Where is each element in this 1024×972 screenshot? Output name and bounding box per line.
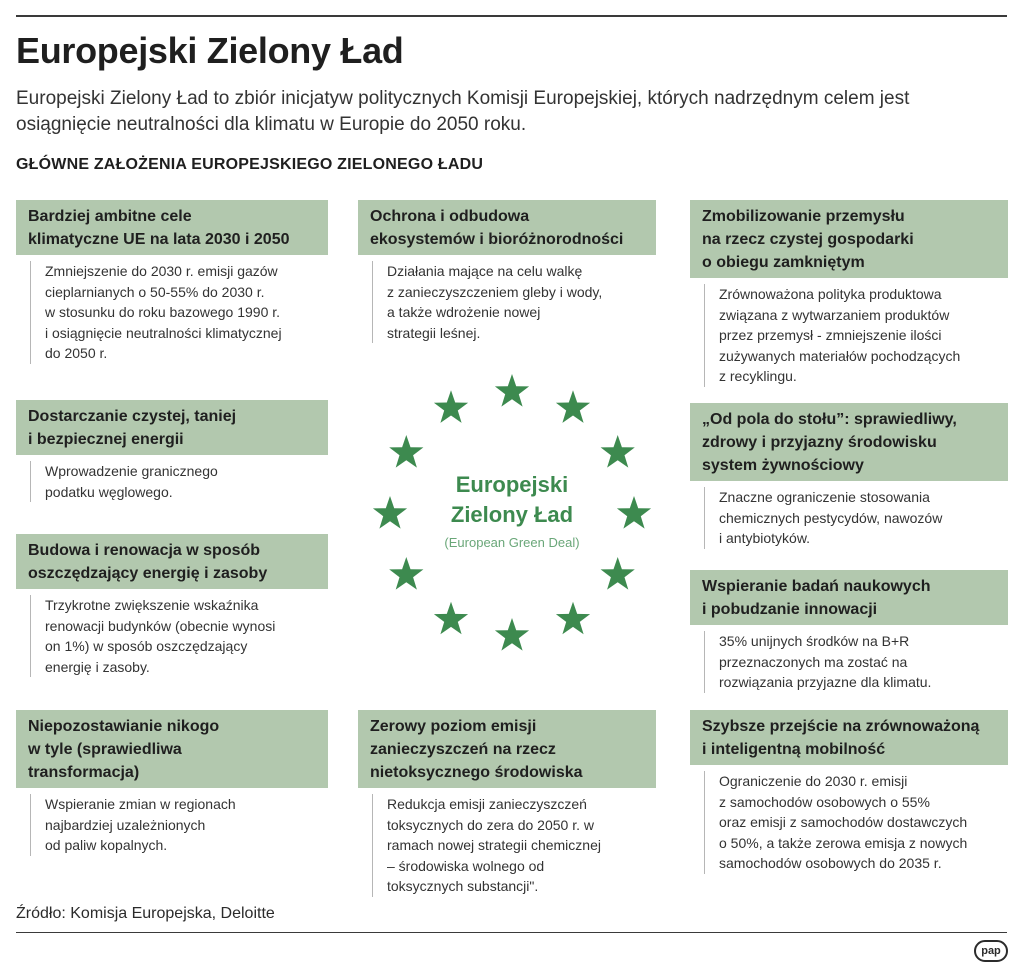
star-icon	[495, 374, 529, 407]
card-just-transition	[16, 710, 328, 856]
card-smart-mobility	[690, 710, 1008, 874]
card-body: Działania mające na celu walkę z zanieczyszczeniem gleby i wody, a także wdrożenie nowej strategii leśnej.	[372, 261, 656, 343]
card-research-innovation	[690, 570, 1008, 693]
card-body: Wprowadzenie granicznego podatku węglowego.	[30, 461, 328, 502]
card-heading: Zerowy poziom emisji zanieczyszczeń na rzecz nietoksycznego środowiska	[358, 710, 656, 788]
card-heading: Zmobilizowanie przemysłu na rzecz czystej gospodarki o obiegu zamkniętym	[690, 200, 1008, 278]
card-heading: Ochrona i odbudowa ekosystemów i bioróżnorodności	[358, 200, 656, 255]
card-body: Trzykrotne zwiększenie wskaźnika renowacji budynków (obecnie wynosi on 1%) w sposób oszczędzający energię i zasoby.	[30, 595, 328, 677]
star-icon	[617, 496, 651, 529]
card-heading: Wspieranie badań naukowych i pobudzanie innowacji	[690, 570, 1008, 625]
star-icon	[495, 618, 529, 651]
card-body: Redukcja emisji zanieczyszczeń toksycznych do zera do 2050 r. w ramach nowej strategii chemicznej – środowiska wolnego od toksycznych substancji".	[372, 794, 656, 897]
card-heading: Dostarczanie czystej, taniej i bezpiecznej energii	[16, 400, 328, 455]
source-note: Źródło: Komisja Europejska, Deloitte	[16, 905, 275, 922]
star-icon	[373, 496, 407, 529]
star-icon	[389, 557, 423, 590]
card-climate-goals	[16, 200, 328, 364]
star-icon	[601, 557, 635, 590]
center-subtitle: (European Green Deal)	[444, 535, 580, 550]
card-circular-economy	[690, 200, 1008, 387]
card-heading: Niepozostawianie nikogo w tyle (sprawiedliwa transformacja)	[16, 710, 328, 788]
star-icon	[556, 602, 590, 635]
card-heading: „Od pola do stołu”: sprawiedliwy, zdrowy i przyjazny środowisku system żywnościowy	[690, 403, 1008, 481]
star-icon	[601, 435, 635, 468]
card-body: Znaczne ograniczenie stosowania chemicznych pestycydów, nawozów i antybiotyków.	[704, 487, 1008, 549]
section-title: GŁÓWNE ZAŁOŻENIA EUROPEJSKIEGO ZIELONEGO ŁADU	[16, 156, 484, 173]
card-heading: Szybsze przejście na zrównoważoną i inteligentną mobilność	[690, 710, 1008, 765]
intro-text: Europejski Zielony Ład to zbiór inicjatyw politycznych Komisji Europejskiej, których nadrzędnym celem jest osiągnięcie neutralności dla klimatu w Europie do 2050 roku.	[16, 88, 910, 135]
card-building-renovation	[16, 534, 328, 677]
star-icon	[389, 435, 423, 468]
pap-logo-icon: pap	[974, 940, 1008, 962]
card-body: Zrównoważona polityka produktowa związana z wytwarzaniem produktów przez przemysł - zmniejszenie ilości zużywanych materiałów pochodzących z recyklingu.	[704, 284, 1008, 387]
card-body: Ograniczenie do 2030 r. emisji z samochodów osobowych o 55% oraz emisji z samochodów dostawczych o 50%, a także zerowa emisja z nowych samochodów osobowych do 2035 r.	[704, 771, 1008, 874]
card-heading: Bardziej ambitne cele klimatyczne UE na lata 2030 i 2050	[16, 200, 328, 255]
card-zero-pollution	[358, 710, 656, 897]
card-body: 35% unijnych środków na B+R przeznaczonych ma zostać na rozwiązania przyjazne dla klimatu.	[704, 631, 1008, 693]
star-icon	[556, 390, 590, 423]
center-title: Europejski Zielony Ład	[450, 472, 574, 527]
card-ecosystems	[358, 200, 656, 343]
card-heading: Budowa i renowacja w sposób oszczędzający energię i zasoby	[16, 534, 328, 589]
card-clean-energy	[16, 400, 328, 502]
star-icon	[434, 602, 468, 635]
card-farm-to-fork	[690, 403, 1008, 549]
top-rule	[16, 15, 1007, 17]
card-body: Zmniejszenie do 2030 r. emisji gazów cieplarnianych o 50-55% do 2030 r. w stosunku do roku bazowego 1990 r. i osiągnięcie neutralności klimatycznej do 2050 r.	[30, 261, 328, 364]
star-icon	[434, 390, 468, 423]
card-body: Wspieranie zmian w regionach najbardziej uzależnionych od paliw kopalnych.	[30, 794, 328, 856]
bottom-rule	[16, 932, 1007, 933]
page-title: Europejski Zielony Ład	[16, 30, 404, 71]
